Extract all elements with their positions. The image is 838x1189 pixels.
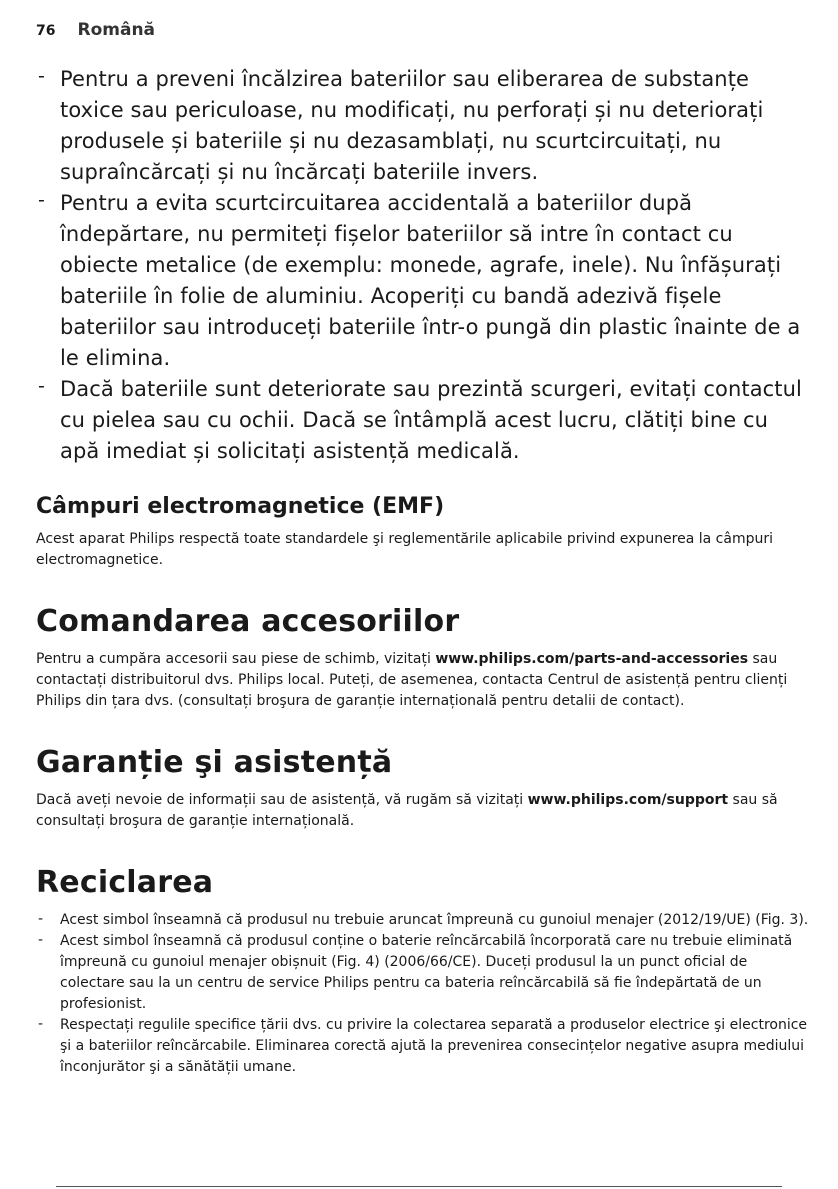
list-item: - Acest simbol înseamnă că produsul conține o baterie reîncărcabilă încorporată care nu trebuie eliminată împreună cu gunoiul menajer obișnuit (Fig. 4) (2006/66/CE). Duceți produsul la un punct oficial de colectare sau la un centru de service Philips pentru ca bateria reîncărcabilă să fie îndepărtată de un profesionist. bbox=[36, 931, 810, 1015]
footer-divider bbox=[56, 1186, 782, 1187]
recycling-list bbox=[36, 910, 810, 1078]
list-item: - Pentru a preveni încălzirea bateriilor sau eliberarea de substanțe toxice sau periculoase, nu modificați, nu perforați și nu deteriorați produsele și bateriile și nu dezasamblați, nu scurtcircuitați, nu supraîncărcați și nu încărcați bateriile invers. bbox=[36, 64, 810, 188]
list-item: - Dacă bateriile sunt deteriorate sau prezintă scurgeri, evitați contactul cu pielea sau cu ochii. Dacă se întâmplă acest lucru, clătiți bine cu apă imediat și solicitați asistență medicală. bbox=[36, 374, 810, 467]
battery-warning-list bbox=[36, 64, 810, 467]
accessories-text-before: Pentru a cumpăra accesorii sau piese de schimb, vizitați bbox=[36, 651, 436, 667]
recycling-heading: Reciclarea bbox=[36, 865, 214, 900]
page-content bbox=[36, 64, 810, 1078]
warranty-heading: Garanție şi asistență bbox=[36, 745, 393, 780]
page-header bbox=[36, 20, 155, 40]
accessories-link[interactable]: www.philips.com/parts-and-accessories bbox=[435, 651, 749, 667]
page-language: Română bbox=[77, 20, 156, 40]
page-number: 76 bbox=[36, 23, 56, 39]
accessories-heading: Comandarea accesoriilor bbox=[36, 604, 460, 639]
list-item: - Pentru a evita scurtcircuitarea accidentală a bateriilor după îndepărtare, nu permiteți fișelor bateriilor să intre în contact cu obiecte metalice (de exemplu: monede, agrafe, inele). Nu înfășurați bateriile în folie de aluminiu. Acoperiți cu bandă adezivă fișele bateriilor sau introduceți bateriile într-o pungă din plastic înainte de a le elimina. bbox=[36, 188, 810, 374]
list-item: - Respectați regulile specifice țării dvs. cu privire la colectarea separată a produselor electrice şi electronice şi a bateriilor reîncărcabile. Eliminarea corectă ajută la prevenirea consecințelor negative asupra mediului înconjurător şi a sănătății umane. bbox=[36, 1015, 810, 1078]
list-item: - Acest simbol înseamnă că produsul nu trebuie aruncat împreună cu gunoiul menajer (2012/19/UE) (Fig. 3). bbox=[36, 910, 810, 931]
warranty-paragraph bbox=[36, 790, 810, 832]
emf-paragraph: Acest aparat Philips respectă toate standardele şi reglementările aplicabile privind expunerea la câmpuri electromagnetice. bbox=[36, 531, 774, 568]
warranty-text-after: sau să consultați broşura de garanție internațională. bbox=[36, 792, 778, 829]
warranty-text-before: Dacă aveți nevoie de informații sau de asistență, vă rugăm să vizitați bbox=[36, 792, 528, 808]
support-link[interactable]: www.philips.com/support bbox=[527, 792, 729, 808]
accessories-text-after: sau contactați distribuitorul dvs. Philips local. Puteți, de asemenea, contacta Centrul de asistență pentru clienți Philips din țara dvs. (consultați broşura de garanție internațională pentru detalii de contact). bbox=[36, 651, 788, 709]
accessories-paragraph bbox=[36, 649, 810, 712]
emf-heading: Câmpuri electromagnetice (EMF) bbox=[36, 494, 445, 519]
